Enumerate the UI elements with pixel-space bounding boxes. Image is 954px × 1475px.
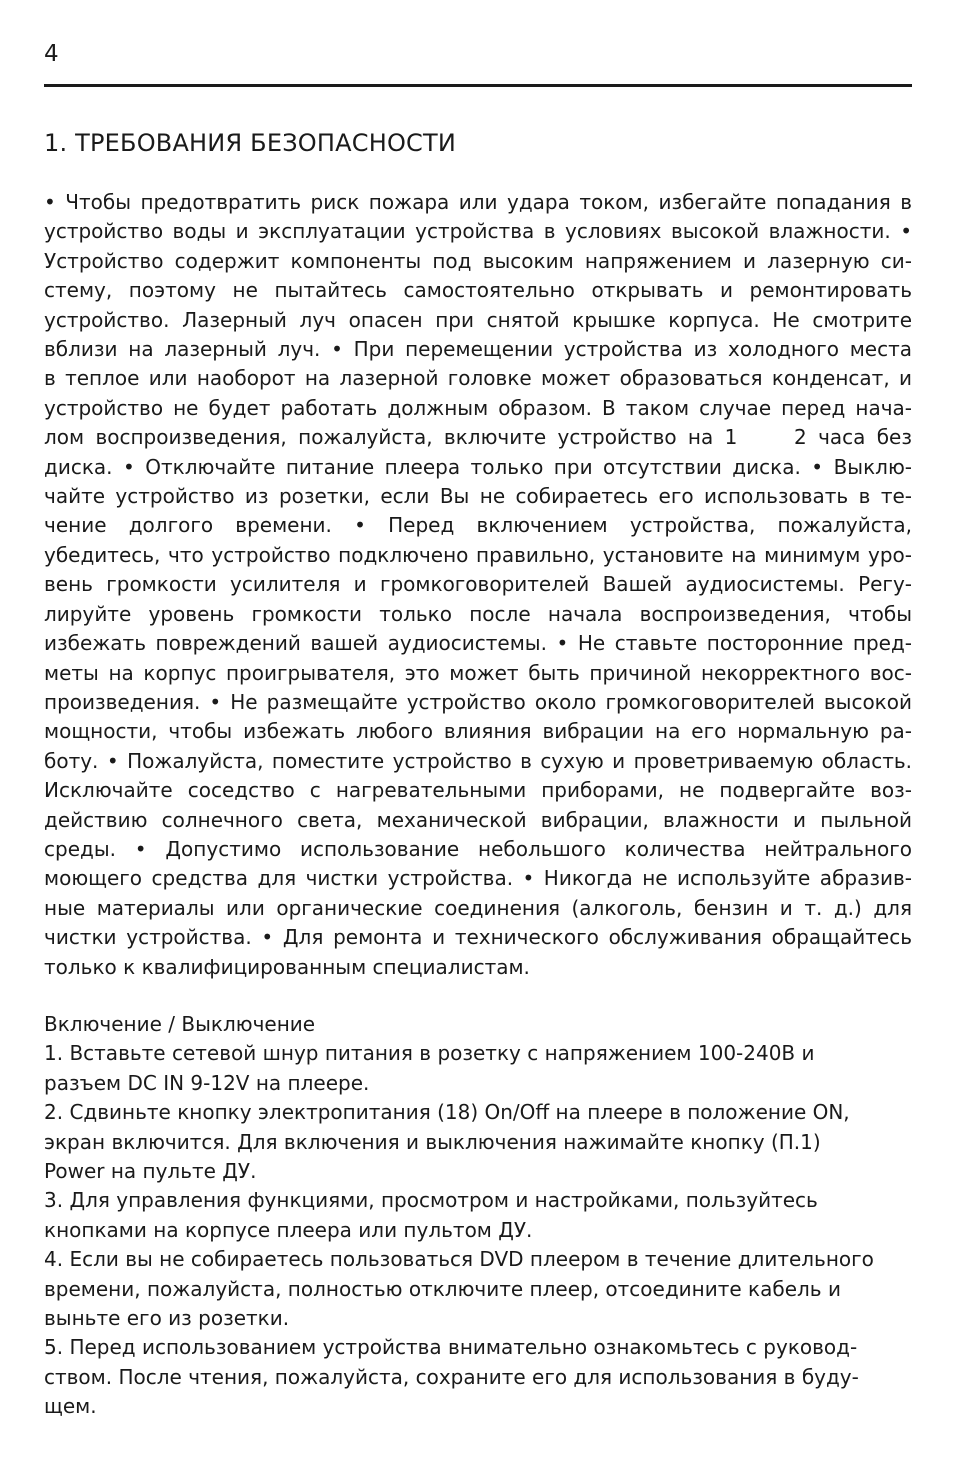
text-line: среды. • Допустимо использование небольшого количества нейтрального (44, 836, 912, 861)
text-line: лируйте уровень громкости только после начала воспроизведения, чтобы (44, 601, 912, 626)
text-line: убедитесь, что устройство подключено правильно, установите на минимум уро- (44, 542, 912, 567)
power-step-line: ством. После чтения, пожалуйста, сохраните его для использования в буду- (44, 1364, 859, 1389)
text-line: действию солнечного света, механической вибрации, влажности и пыльной (44, 807, 912, 832)
text-line: • Чтобы предотвратить риск пожара или удара током, избегайте попадания в (44, 190, 912, 214)
power-step-line: выньте его из розетки. (44, 1306, 290, 1331)
text-line: боту. • Пожалуйста, поместите устройство в сухую и проветриваемую область. (44, 748, 912, 773)
power-step-line: Power на пульте ДУ. (44, 1159, 257, 1184)
header-rule (44, 84, 912, 87)
section-title: 1. ТРЕБОВАНИЯ БЕЗОПАСНОСТИ (44, 129, 457, 157)
text-line: мощности, чтобы избежать любого влияния вибрации на его нормальную ра- (44, 719, 912, 744)
text-line: Исключайте соседство с нагревательными приборами, не подвергайте воз- (44, 778, 912, 803)
power-step-line: щем. (44, 1394, 97, 1419)
power-on-off-section (44, 1010, 912, 1422)
power-step-line: 1. Вставьте сетевой шнур питания в розетку с напряжением 100-240В и (44, 1041, 815, 1066)
power-step-line: 5. Перед использованием устройства внимательно ознакомьтесь с руковод- (44, 1335, 858, 1360)
text-line: только к квалифицированным специалистам. (44, 954, 530, 979)
text-line: чайте устройство из розетки, если Вы не собираетесь его использовать в те- (44, 484, 912, 509)
text-line: стему, поэтому не пытайтесь самостоятельно открывать и ремонтировать (44, 278, 912, 303)
text-line: вблизи на лазерный луч. • При перемещении устройства из холодного места (44, 337, 912, 362)
text-line: устройство. Лазерный луч опасен при снятой крышке корпуса. Не смотрите (44, 307, 912, 332)
text-line: в теплое или наоборот на лазерной головке может образоваться конденсат, и (44, 366, 912, 391)
power-step-line: времени, пожалуйста, полностью отключите плеер, отсоедините кабель и (44, 1276, 841, 1301)
page-number: 4 (44, 41, 59, 67)
text-line: лом воспроизведения, пожалуйста, включите устройство на 1 2 часа без (44, 425, 912, 450)
text-line: вень громкости усилителя и громкоговорителей Вашей аудиосистемы. Регу- (44, 572, 912, 597)
text-line: избежать повреждений вашей аудиосистемы. • Не ставьте посторонние пред- (44, 631, 912, 656)
text-line: моющего средства для чистки устройства. • Никогда не используйте абразив- (44, 866, 912, 891)
power-heading: Включение / Выключение (44, 1012, 316, 1036)
power-step-line: кнопками на корпусе плеера или пультом ДУ. (44, 1217, 533, 1242)
text-line: устройство воды и эксплуатации устройства в условиях высокой влажности. • (44, 219, 912, 244)
text-line: произведения. • Не размещайте устройство около громкоговорителей высокой (44, 689, 912, 714)
power-step-line: 4. Если вы не собираетесь пользоваться DVD плеером в течение длительного (44, 1247, 874, 1272)
power-step-line: экран включится. Для включения и выключения нажимайте кнопку (П.1) (44, 1129, 821, 1154)
text-line: диска. • Отключайте питание плеера только при отсутствии диска. • Выклю- (44, 454, 912, 479)
text-line: ные материалы или органические соединения (алкоголь, бензин и т. д.) для (44, 895, 912, 920)
power-step-line: 3. Для управления функциями, просмотром и настройками, пользуйтесь (44, 1188, 818, 1213)
power-step-line: разъем DC IN 9-12V на плеере. (44, 1070, 370, 1095)
power-step-line: 2. Сдвиньте кнопку электропитания (18) On/Off на плеере в положение ON, (44, 1100, 850, 1125)
safety-requirements-text (44, 188, 912, 982)
text-line: меты на корпус проигрывателя, это может быть причиной некорректного вос- (44, 660, 912, 685)
text-line: устройство не будет работать должным образом. В таком случае перед нача- (44, 395, 912, 420)
text-line: чение долгого времени. • Перед включением устройства, пожалуйста, (44, 513, 912, 538)
text-line: чистки устройства. • Для ремонта и технического обслуживания обращайтесь (44, 925, 912, 950)
text-line: Устройство содержит компоненты под высоким напряжением и лазерную си- (44, 248, 912, 273)
